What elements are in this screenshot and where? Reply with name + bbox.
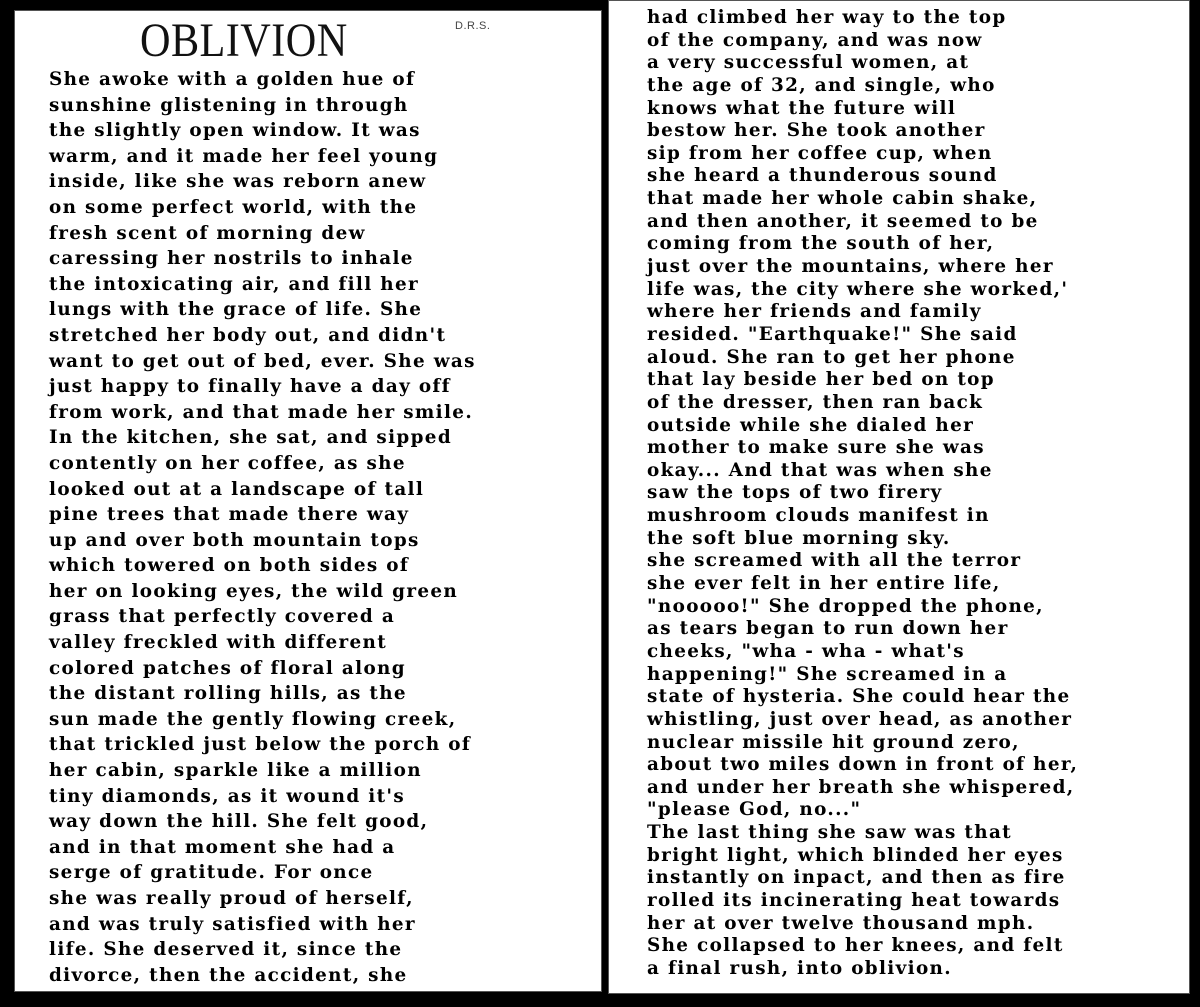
text-line: The last thing she saw was that [647,822,1013,844]
story-title: OBLIVION [140,14,348,67]
text-line: the distant rolling hills, as the [49,683,407,705]
text-line: the age of 32, and single, who [647,74,996,96]
text-line: state of hysteria. She could hear the [647,686,1071,708]
text-line: a very successful women, at [647,52,970,74]
text-line: up and over both mountain tops [49,529,420,551]
text-line: bright light, which blinded her eyes [647,844,1064,866]
text-line: on some perfect world, with the [49,196,418,218]
text-line: aloud. She ran to get her phone [647,346,1016,368]
text-line: fresh scent of morning dew [49,222,366,244]
text-line: her cabin, sparkle like a million [49,760,422,782]
text-line: as tears began to run down her [647,618,1009,640]
text-line: bestow her. She took another [647,120,986,142]
text-line: the intoxicating air, and fill her [49,273,420,295]
right-page [608,0,1190,994]
text-line: valley freckled with different [49,632,388,654]
text-line: just happy to finally have a day off [49,376,451,398]
left-column-text [49,67,599,988]
text-line: from work, and that made her smile. [49,401,474,423]
text-line: pine trees that made there way [49,504,410,526]
text-line: inside, like she was reborn anew [49,171,427,193]
text-line: and was truly satisfied with her [49,913,416,935]
text-line: colored patches of floral along [49,657,406,679]
text-line: just over the mountains, where her [647,256,1054,278]
text-line: grass that perfectly covered a [49,606,396,628]
text-line: instantly on inpact, and then as fire [647,867,1066,889]
text-line: that lay beside her bed on top [647,369,995,391]
text-line: the slightly open window. It was [49,120,421,142]
text-line: life. She deserved it, since the [49,939,403,961]
text-line: she screamed with all the terror [647,550,1022,572]
text-line: happening!" She screamed in a [647,663,1008,685]
text-line: She collapsed to her knees, and felt [647,935,1064,957]
text-line: contently on her coffee, as she [49,452,406,474]
text-line: looked out at a landscape of tall [49,478,425,500]
text-line: caressing her nostrils to inhale [49,248,414,270]
text-line: whistling, just over head, as another [647,708,1073,730]
text-line: and then another, it seemed to be [647,210,1039,232]
text-line: want to get out of bed, ever. She was [49,350,476,372]
right-column-text [647,7,1190,981]
text-line: a final rush, into oblivion. [647,957,952,979]
text-line: which towered on both sides of [49,555,410,577]
text-line: In the kitchen, she sat, and sipped [49,427,453,449]
text-line: her at over twelve thousand mph. [647,912,1035,934]
text-line: "please God, no..." [647,799,862,821]
text-line: and in that moment she had a [49,836,396,858]
author-initials: D.R.S. [455,20,491,32]
text-line: She awoke with a golden hue of [49,69,416,90]
text-line: okay... And that was when she [647,459,993,481]
text-line: she heard a thunderous sound [647,165,998,187]
text-line: she ever felt in her entire life, [647,573,1001,595]
text-line: nuclear missile hit ground zero, [647,731,1020,753]
text-line: mushroom clouds manifest in [647,505,990,527]
text-line: cheeks, "wha - wha - what's [647,640,965,662]
text-line: where her friends and family [647,301,982,323]
text-line: of the dresser, then ran back [647,391,984,413]
text-line: that made her whole cabin shake, [647,188,1038,210]
text-line: lungs with the grace of life. She [49,299,423,321]
left-page [14,10,602,992]
text-line: the soft blue morning sky. [647,527,951,549]
text-line: way down the hill. She felt good, [49,811,429,833]
text-line: knows what the future will [647,97,957,119]
text-line: of the company, and was now [647,29,983,51]
text-line: about two miles down in front of her, [647,754,1079,776]
text-line: life was, the city where she worked,' [647,278,1069,300]
text-line: "nooooo!" She dropped the phone, [647,595,1044,617]
text-line: her on looking eyes, the wild green [49,580,459,602]
text-line: she was really proud of herself, [49,888,414,909]
text-line: warm, and it made her feel young [49,145,439,167]
text-line: stretched her body out, and didn't [49,324,447,346]
text-line: saw the tops of two firery [647,482,943,504]
text-line: sunshine glistening in through [49,94,409,116]
text-line: divorce, then the accident, she [49,964,408,986]
text-line: had climbed her way to the top [647,7,1007,28]
text-line: that trickled just below the porch of [49,734,472,756]
text-line: coming from the south of her, [647,233,995,255]
text-line: resided. "Earthquake!" She said [647,323,1018,345]
text-line: sip from her coffee cup, when [647,142,993,164]
text-line: sun made the gently flowing creek, [49,708,457,730]
text-line: mother to make sure she was [647,437,985,459]
text-line: serge of gratitude. For once [49,862,374,884]
text-line: rolled its incinerating heat towards [647,889,1061,911]
text-line: outside while she dialed her [647,414,975,436]
text-line: and under her breath she whispered, [647,776,1075,798]
text-line: tiny diamonds, as it wound it's [49,785,406,807]
